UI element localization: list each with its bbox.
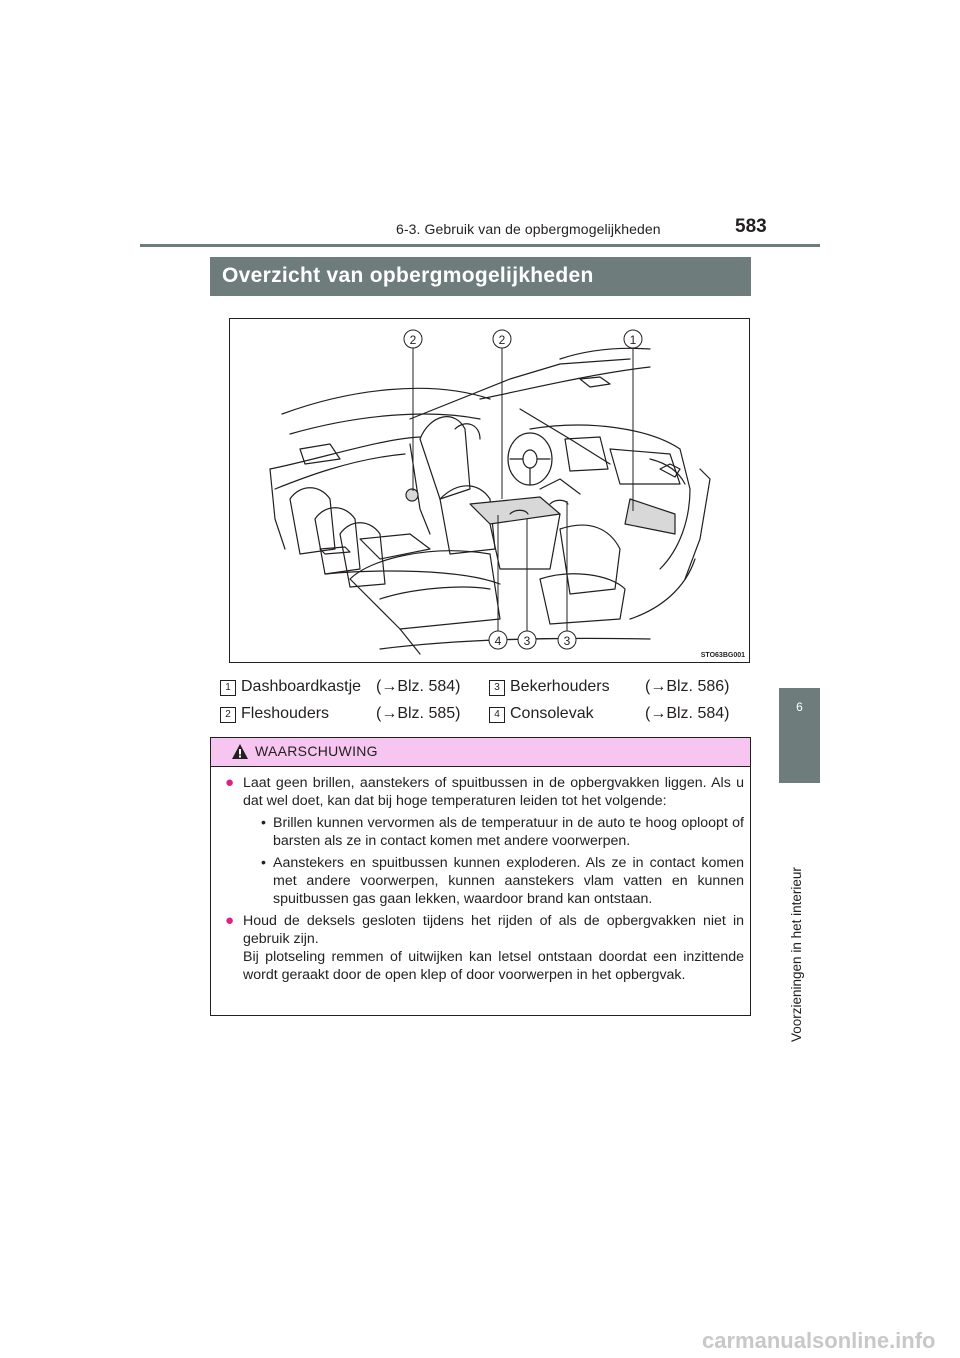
interior-illustration	[229, 318, 750, 663]
warning-subitem	[243, 814, 744, 850]
callout-label: 3	[523, 634, 531, 648]
warning-subtext: Brillen kunnen vervormen als de temperatuur in de auto te hoog oploopt of barsten als ze in contact komen met andere voorwerpen.	[273, 815, 744, 849]
chapter-tab: 6	[779, 688, 820, 783]
warning-item	[225, 912, 744, 984]
legend-page-ref: (→Blz. 585)	[376, 705, 461, 722]
legend-page-ref: (→Blz. 584)	[376, 678, 461, 695]
section-title: Overzicht van opbergmogelijkheden	[222, 264, 594, 287]
bullet-icon: ●	[225, 774, 235, 791]
legend-label: Dashboardkastje	[241, 678, 362, 695]
bullet-icon: ●	[225, 912, 235, 929]
warning-header	[211, 738, 750, 767]
section-title-bar	[210, 257, 751, 296]
figure-code: STO63BG001	[700, 652, 745, 659]
warning-body	[225, 774, 744, 988]
legend-number: 3	[489, 680, 505, 696]
sub-bullet-icon: •	[261, 855, 266, 871]
warning-title: WAARSCHUWING	[255, 743, 378, 759]
callout-label: 2	[498, 333, 506, 347]
legend-number: 1	[220, 680, 236, 696]
legend-number: 4	[489, 707, 505, 723]
legend-label: Bekerhouders	[510, 678, 610, 695]
running-header-title: 6-3. Gebruik van de opbergmogelijkheden	[396, 221, 661, 237]
legend-label: Fleshouders	[241, 705, 330, 722]
page-number: 583	[735, 216, 767, 237]
car-interior-drawing	[230, 319, 749, 662]
warning-subitem	[243, 854, 744, 908]
legend-page-ref: (→Blz. 586)	[645, 678, 730, 695]
watermark: carmanualsonline.info	[702, 1328, 936, 1353]
callout-label: 2	[409, 333, 417, 347]
warning-box	[210, 737, 751, 1016]
legend-page-ref: (→Blz. 584)	[645, 705, 730, 722]
callout-label: 1	[629, 333, 637, 347]
callout-label: 3	[563, 634, 571, 648]
legend-number: 2	[220, 707, 236, 723]
callout-label: 4	[494, 634, 502, 648]
warning-icon	[231, 743, 249, 760]
sub-bullet-icon: •	[261, 815, 266, 831]
warning-text: Bij plotseling remmen of uitwijken kan letsel ontstaan doordat een inzittende wordt geraakt door de open klep of door voorwerpen in het opbergvak.	[243, 949, 744, 983]
warning-text: Houd de deksels gesloten tijdens het rijden of als de opbergvakken niet in gebruik zijn.	[243, 913, 744, 947]
legend-label: Consolevak	[510, 705, 594, 722]
warning-item	[225, 774, 744, 908]
warning-subtext: Aanstekers en spuitbussen kunnen exploderen. Als ze in contact komen met andere voorwerpen, kunnen aanstekers vlam vatten en kunnen spuitbussen gas gaan lekken, waardoor brand kan ontstaan.	[273, 855, 744, 907]
warning-text: Laat geen brillen, aanstekers of spuitbussen in de opbergvakken liggen. Als u dat wel doet, kan dat bij hoge temperaturen leiden tot het volgende:	[243, 775, 744, 809]
header-rule	[140, 244, 820, 247]
chapter-title-vertical: Voorzieningen in het interieur	[789, 867, 804, 1042]
